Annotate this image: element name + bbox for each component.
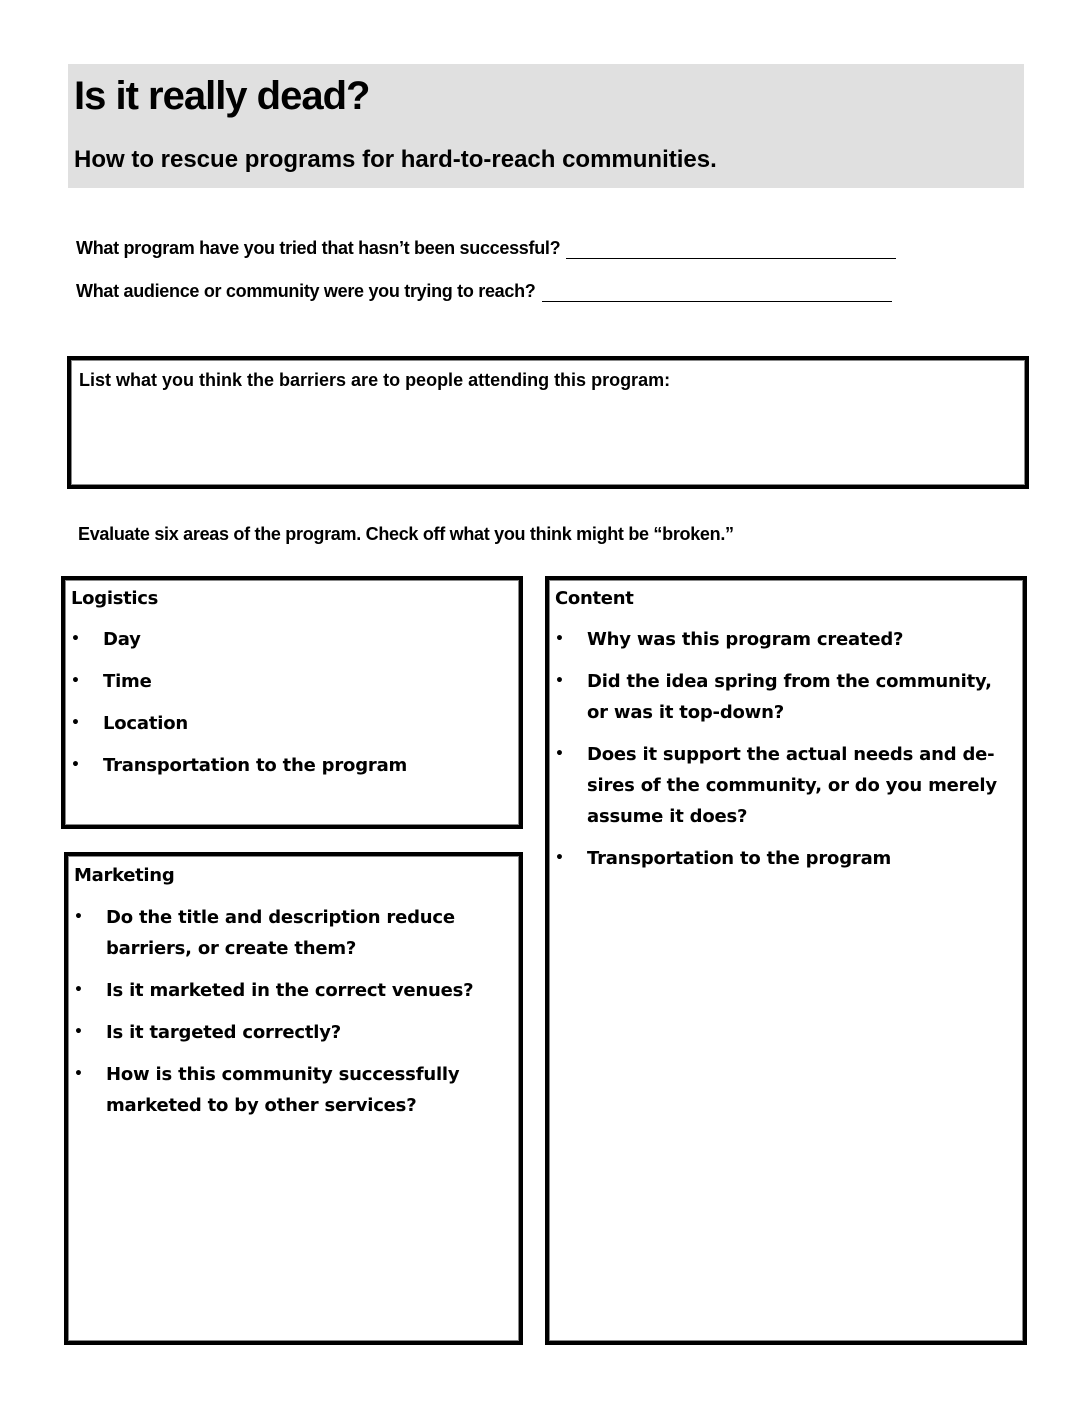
bullet-icon: • bbox=[71, 715, 80, 731]
content-item[interactable] bbox=[549, 739, 1013, 832]
question-audience-label: What audience or community were you trying to reach? bbox=[76, 281, 536, 301]
bullet-icon: • bbox=[74, 909, 83, 925]
bullet-icon: • bbox=[74, 982, 83, 998]
marketing-list bbox=[68, 902, 489, 1132]
bullet-icon: • bbox=[555, 850, 564, 866]
marketing-item[interactable] bbox=[68, 1059, 489, 1121]
logistics-item-label: Transportation to the program bbox=[103, 755, 408, 776]
content-item-label: Transportation to the program bbox=[587, 848, 892, 869]
bullet-icon: • bbox=[74, 1066, 83, 1082]
question-audience-answer-field[interactable] bbox=[542, 285, 892, 302]
logistics-title: Logistics bbox=[71, 588, 159, 609]
marketing-item-label: How is this community successfully marketed to by other services? bbox=[106, 1064, 460, 1116]
marketing-item[interactable] bbox=[68, 902, 489, 964]
logistics-item[interactable] bbox=[65, 750, 511, 781]
content-item-label: Why was this program created? bbox=[587, 629, 904, 650]
content-title: Content bbox=[555, 588, 634, 609]
logistics-item[interactable] bbox=[65, 666, 511, 697]
question-program-label: What program have you tried that hasn’t been successful? bbox=[76, 238, 561, 258]
barriers-box[interactable] bbox=[67, 356, 1029, 489]
bullet-icon: • bbox=[555, 746, 564, 762]
bullet-icon: • bbox=[71, 673, 80, 689]
logistics-item-label: Time bbox=[103, 671, 152, 692]
bullet-icon: • bbox=[555, 631, 564, 647]
marketing-title: Marketing bbox=[74, 865, 175, 886]
marketing-item-label: Do the title and description reduce barriers, or create them? bbox=[106, 907, 455, 959]
logistics-item[interactable] bbox=[65, 624, 511, 655]
bullet-icon: • bbox=[74, 1024, 83, 1040]
page-subtitle: How to rescue programs for hard-to-reach communities. bbox=[74, 146, 717, 173]
header-banner bbox=[68, 64, 1024, 188]
logistics-box bbox=[61, 576, 523, 829]
barriers-label: List what you think the barriers are to people attending this program: bbox=[79, 370, 671, 390]
marketing-item[interactable] bbox=[68, 975, 489, 1006]
content-item-label: Does it support the actual needs and de-sires of the community, or do you merely assume it does? bbox=[587, 744, 997, 827]
marketing-item-label: Is it marketed in the correct venues? bbox=[106, 980, 474, 1001]
marketing-item[interactable] bbox=[68, 1017, 489, 1048]
content-box bbox=[545, 576, 1027, 1345]
content-item[interactable] bbox=[549, 624, 1013, 655]
instruction-text: Evaluate six areas of the program. Check off what you think might be “broken.” bbox=[78, 524, 734, 544]
logistics-item-label: Location bbox=[103, 713, 189, 734]
content-item-label: Did the idea spring from the community, or was it top-down? bbox=[587, 671, 992, 723]
marketing-box bbox=[64, 852, 523, 1345]
question-program-answer-field[interactable] bbox=[566, 242, 896, 259]
logistics-item[interactable] bbox=[65, 708, 511, 739]
question-audience bbox=[76, 281, 892, 302]
logistics-item-label: Day bbox=[103, 629, 141, 650]
bullet-icon: • bbox=[71, 757, 80, 773]
marketing-item-label: Is it targeted correctly? bbox=[106, 1022, 342, 1043]
bullet-icon: • bbox=[555, 673, 564, 689]
logistics-list bbox=[65, 624, 511, 792]
content-item[interactable] bbox=[549, 666, 1013, 728]
question-program bbox=[76, 238, 896, 259]
page-title: Is it really dead? bbox=[74, 74, 370, 118]
content-item[interactable] bbox=[549, 843, 1013, 874]
content-list bbox=[549, 624, 1013, 885]
bullet-icon: • bbox=[71, 631, 80, 647]
